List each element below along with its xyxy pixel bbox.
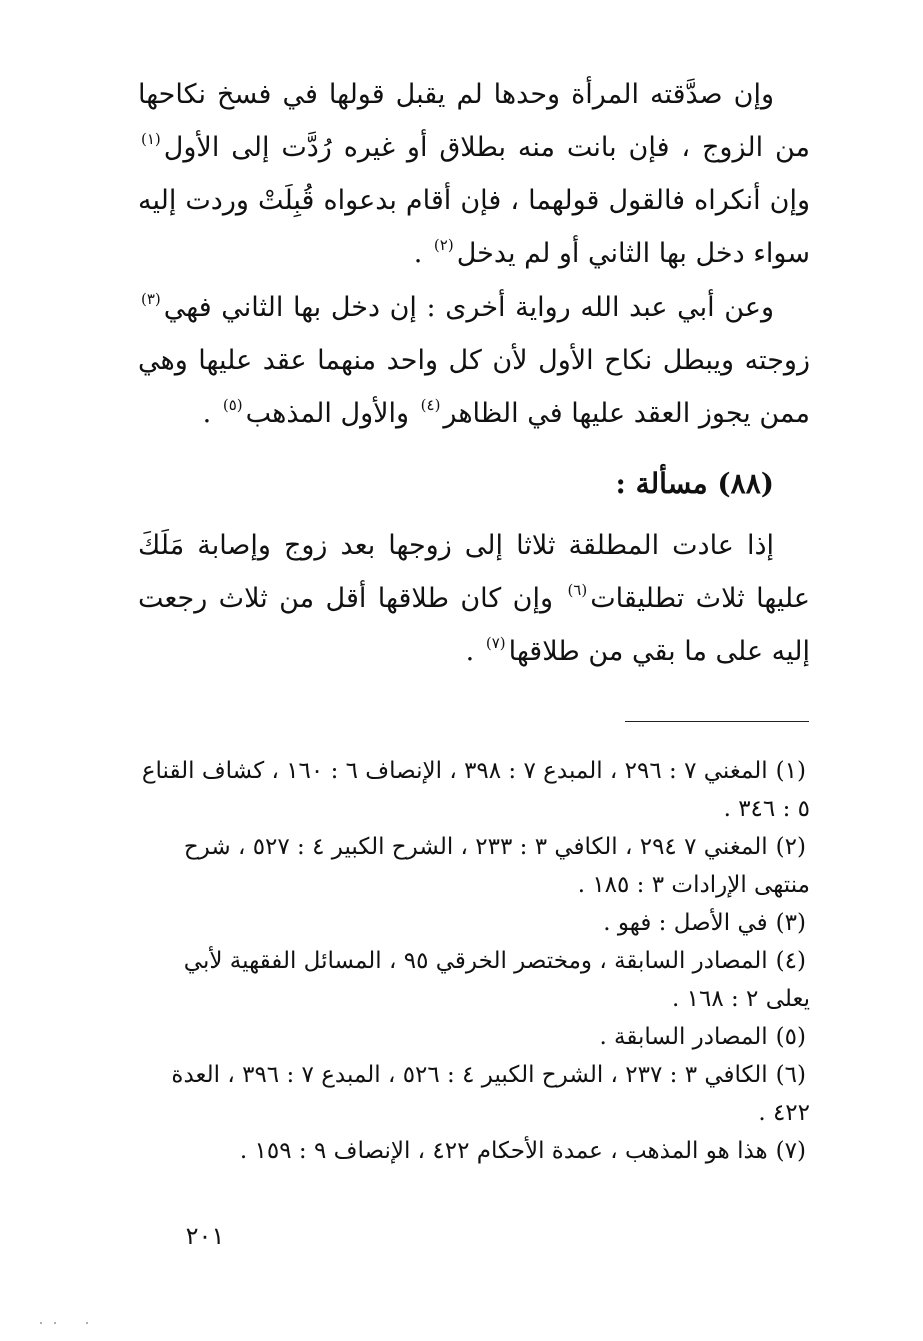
footnote-7 [138,1132,810,1170]
footnote-ref-7: (٧) [485,634,506,652]
footnote-text: هذا هو المذهب ، عمدة الأحكام ٤٢٢ ، الإنصاف ٩ : ١٥٩ . [239,1138,768,1164]
para1-end: . [413,238,423,269]
footnote-ref-1: (١) [141,130,161,148]
page-number: ٢٠١ [185,1222,225,1250]
scan-speck [40,1322,42,1324]
footnote-ref-3: (٣) [141,290,161,308]
footnote-text: المغني ٧ : ٢٩٦ ، المبدع ٧ : ٣٩٨ ، الإنصاف ٦ : ١٦٠ ، كشاف القناع ٥ : ٣٤٦ . [141,758,810,822]
scan-speck [54,1322,56,1324]
footnote-number: (٢) [775,834,806,860]
footnote-text: المصادر السابقة ، ومختصر الخرقي ٩٥ ، المسائل الفقهية لأبي يعلى ٢ : ١٦٨ . [183,948,810,1012]
footnote-number: (٣) [775,910,806,936]
para2-text-c: والأول المذهب [245,398,410,429]
para2-end: . [202,398,212,429]
paragraph-1 [138,68,810,280]
footnote-ref-5: (٥) [222,396,243,414]
footnote-text: المصادر السابقة . [599,1024,768,1050]
footnote-2 [138,828,810,904]
footnote-number: (١) [775,758,806,784]
footnote-number: (٤) [775,948,806,974]
footnote-ref-6: (٦) [567,581,588,599]
paragraph-3 [138,519,810,678]
para2-text-a: وعن أبي عبد الله رواية أخرى : إن دخل بها الثاني فهي [163,292,774,323]
para2-text-b: زوجته ويبطل نكاح الأول لأن كل واحد منهما عقد عليها وهي ممن يجوز العقد عليها في الظاهر [138,345,810,429]
para3-end: . [465,636,475,667]
footnote-number: (٧) [775,1138,806,1164]
footnote-text: المغني ٧ ٢٩٤ ، الكافي ٣ : ٢٣٣ ، الشرح الكبير ٤ : ٥٢٧ ، شرح منتهى الإرادات ٣ : ١٨٥ . [183,834,810,898]
footnote-1 [138,752,810,828]
footnote-ref-2: (٢) [433,236,454,254]
paragraph-2 [138,281,810,440]
para3-text-a: إذا عادت المطلقة ثلاثا إلى زوجها بعد زوج وإصابة مَلَكَ عليها ثلاث تطليقات [138,530,810,614]
footnote-4 [138,942,810,1018]
footnote-text: في الأصل : فهو . [603,910,768,936]
footnote-ref-4: (٤) [420,396,441,414]
scan-speck [86,1322,88,1324]
footnote-number: (٥) [775,1024,806,1050]
footnote-separator [625,721,809,722]
para3-text-b: وإن كان طلاقها أقل من ثلاث رجعت إليه على ما بقي من طلاقها [138,583,810,667]
footnote-5 [138,1018,810,1056]
para1-text-a: وإن صدَّقته المرأة وحدها لم يقبل قولها في فسخ نكاحها من الزوج ، فإن بانت منه بطلاق أو غيره رُدَّت إلى الأول [138,79,810,163]
footnotes [138,752,810,1170]
footnote-text: الكافي ٣ : ٢٣٧ ، الشرح الكبير ٤ : ٥٢٦ ، المبدع ٧ : ٣٩٦ ، العدة ٤٢٢ . [171,1062,810,1126]
footnote-number: (٦) [775,1062,806,1088]
para1-text-b: وإن أنكراه فالقول قولهما ، فإن أقام بدعواه قُبِلَتْ وردت إليه سواء دخل بها الثاني أو لم يدخل [138,185,810,269]
heading-text: (٨٨) مسألة : [615,467,774,500]
section-heading [138,462,810,506]
footnote-3 [138,904,810,942]
footnote-6 [138,1056,810,1132]
